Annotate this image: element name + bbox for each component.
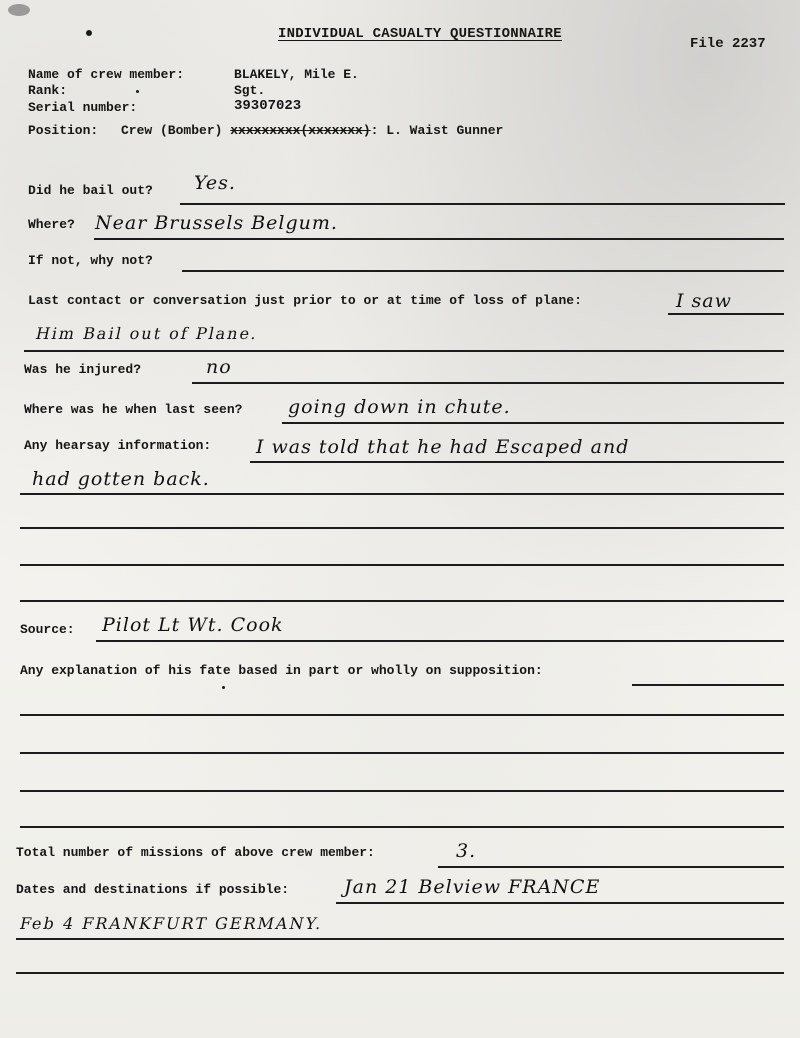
explanation-line-1 bbox=[632, 684, 784, 686]
hearsay-line-1 bbox=[250, 461, 784, 463]
where-answer: Near Brussels Belgum. bbox=[95, 212, 338, 234]
page-title: INDIVIDUAL CASUALTY QUESTIONNAIRE bbox=[278, 26, 562, 42]
hearsay-line-3 bbox=[20, 527, 784, 529]
serial-label: Serial number: bbox=[28, 100, 138, 115]
explanation-line-3 bbox=[20, 752, 784, 754]
scan-speck bbox=[8, 4, 30, 16]
explanation-line-4 bbox=[20, 790, 784, 792]
dates-line-3 bbox=[16, 972, 784, 974]
bail-answer-line bbox=[180, 203, 785, 205]
name-value: BLAKELY, Mile E. bbox=[234, 67, 359, 82]
position-prefix: Crew (Bomber) bbox=[121, 123, 223, 138]
last-contact-answer-1: I saw bbox=[676, 290, 732, 312]
dates-label: Dates and destinations if possible: bbox=[16, 882, 290, 897]
dates-line-2 bbox=[16, 938, 784, 940]
scan-speck bbox=[136, 90, 139, 93]
ifnot-label: If not, why not? bbox=[28, 253, 153, 268]
dates-answer-2: Feb 4 FRANKFURT GERMANY. bbox=[17, 914, 326, 933]
hearsay-label: Any hearsay information: bbox=[24, 438, 212, 453]
missions-answer: 3. bbox=[456, 840, 477, 862]
source-answer: Pilot Lt Wt. Cook bbox=[102, 614, 284, 636]
name-label: Name of crew member: bbox=[28, 67, 185, 82]
last-contact-line-1 bbox=[668, 313, 784, 315]
dates-line-1 bbox=[336, 902, 784, 904]
hearsay-line-2 bbox=[20, 493, 784, 495]
where-answer-line bbox=[94, 238, 784, 240]
position-value: : L. Waist Gunner bbox=[370, 123, 504, 138]
position-row bbox=[121, 123, 503, 138]
explanation-line-2 bbox=[20, 714, 784, 716]
source-answer-line bbox=[96, 640, 784, 642]
hearsay-answer-2: had gotten back. bbox=[32, 468, 210, 490]
file-number: File 2237 bbox=[690, 36, 766, 52]
hearsay-line-4 bbox=[20, 564, 784, 566]
bail-label: Did he bail out? bbox=[28, 183, 153, 198]
missions-label: Total number of missions of above crew member: bbox=[16, 845, 375, 860]
missions-answer-line bbox=[438, 866, 784, 868]
last-contact-label: Last contact or conversation just prior to or at time of loss of plane: bbox=[28, 293, 582, 308]
rank-value: Sgt. bbox=[234, 83, 266, 98]
bail-answer: Yes. bbox=[194, 172, 236, 194]
explanation-label: Any explanation of his fate based in part or wholly on supposition: bbox=[20, 663, 543, 678]
dates-answer-1: Jan 21 Belview FRANCE bbox=[344, 876, 601, 898]
ifnot-answer-line bbox=[182, 270, 784, 272]
position-label: Position: bbox=[28, 123, 99, 138]
explanation-line-5 bbox=[20, 826, 784, 828]
injured-label: Was he injured? bbox=[24, 362, 142, 377]
last-seen-answer: going down in chute. bbox=[288, 396, 511, 418]
last-seen-answer-line bbox=[282, 422, 784, 424]
last-seen-label: Where was he when last seen? bbox=[24, 402, 243, 417]
source-label: Source: bbox=[20, 622, 75, 637]
last-contact-answer-2: Him Bail out of Plane. bbox=[33, 324, 261, 343]
injured-answer-line bbox=[192, 382, 784, 384]
rank-label: Rank: bbox=[28, 83, 68, 98]
injured-answer: no bbox=[206, 356, 232, 378]
hearsay-answer-1: I was told that he had Escaped and bbox=[256, 436, 630, 458]
scan-speck bbox=[86, 30, 92, 36]
hearsay-line-5 bbox=[20, 600, 784, 602]
where-label: Where? bbox=[28, 217, 75, 232]
position-struck-text: xxxxxxxxx(xxxxxxx) bbox=[230, 123, 371, 138]
last-contact-line-2 bbox=[24, 350, 784, 352]
serial-value: 39307023 bbox=[234, 98, 302, 114]
scan-speck bbox=[222, 686, 225, 689]
